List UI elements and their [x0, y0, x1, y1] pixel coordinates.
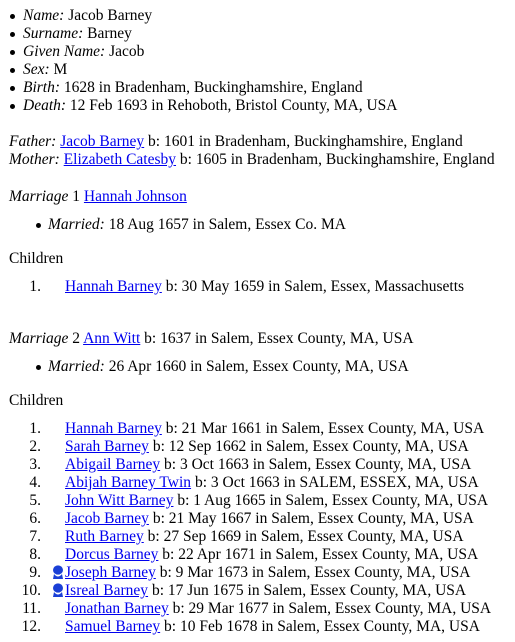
marriage-1-heading	[0, 188, 515, 206]
child-info: b: 21 May 1667 in Salem, Essex County, MA, USA	[152, 510, 474, 527]
child-number: 9.	[29, 564, 41, 581]
person-silhouette-icon[interactable]	[52, 565, 64, 579]
death-label: Death:	[23, 97, 67, 114]
child-number: 2.	[29, 438, 41, 455]
child-info: b: 27 Sep 1669 in Salem, Essex County, MA, USA	[147, 528, 464, 545]
child-link[interactable]: Hannah Barney	[65, 278, 162, 295]
child-row	[0, 510, 515, 528]
child-row	[0, 420, 515, 438]
child-row	[0, 492, 515, 510]
child-row	[0, 528, 515, 546]
person-silhouette-icon[interactable]	[52, 583, 64, 597]
child-info: b: 3 Oct 1663 in SALEM, ESSEX, MA, USA	[194, 474, 479, 491]
marriage-label: Marriage	[9, 188, 69, 205]
fact-married-2	[0, 358, 515, 376]
child-link[interactable]: Isreal Barney	[65, 582, 149, 599]
mother-info: b: 1605 in Bradenham, Buckinghamshire, England	[179, 151, 495, 168]
spouse-info-2: b: 1637 in Salem, Essex County, MA, USA	[144, 330, 414, 347]
married-value: 26 Apr 1660 in Salem, Essex County, MA, USA	[108, 358, 409, 375]
child-row	[0, 278, 515, 296]
child-row	[0, 564, 515, 582]
marriage-2-heading	[0, 330, 515, 348]
child-row	[0, 474, 515, 492]
children-heading-2: Children	[9, 392, 64, 409]
child-number: 3.	[29, 456, 41, 473]
children-heading-1: Children	[9, 250, 64, 267]
child-number: 11.	[22, 600, 41, 617]
child-row	[0, 600, 515, 618]
child-link[interactable]: Samuel Barney	[65, 618, 161, 635]
birth-value: 1628 in Bradenham, Buckinghamshire, England	[63, 79, 363, 96]
father-line	[0, 133, 515, 151]
child-number: 6.	[29, 510, 41, 527]
father-label: Father:	[9, 133, 57, 150]
fact-married-1	[0, 216, 515, 234]
mother-label: Mother:	[9, 151, 60, 168]
married-value: 18 Aug 1657 in Salem, Essex Co. MA	[108, 216, 346, 233]
child-info: b: 12 Sep 1662 in Salem, Essex County, MA, USA	[152, 438, 469, 455]
children-list-2	[0, 420, 515, 636]
marriage-1-facts	[0, 216, 515, 234]
child-link[interactable]: Joseph Barney	[65, 564, 156, 581]
name-label: Name:	[23, 7, 65, 24]
child-info: b: 3 Oct 1663 in Salem, Essex County, MA, USA	[164, 456, 472, 473]
child-link[interactable]: Abijah Barney Twin	[65, 474, 192, 491]
children-list-1	[0, 278, 515, 296]
name-value: Jacob Barney	[68, 7, 153, 24]
child-number: 1.	[29, 278, 41, 295]
child-info: b: 22 Apr 1671 in Salem, Essex County, MA, USA	[162, 546, 479, 563]
child-row	[0, 456, 515, 474]
sex-value: M	[53, 61, 68, 78]
child-number: 1.	[29, 420, 41, 437]
spouse-link-1[interactable]: Hannah Johnson	[83, 188, 187, 205]
child-link[interactable]: Jonathan Barney	[65, 600, 169, 617]
child-number: 5.	[29, 492, 41, 509]
fact-birth	[0, 79, 515, 97]
child-link[interactable]: Jacob Barney	[65, 510, 149, 527]
fact-name	[0, 7, 515, 25]
child-row	[0, 582, 515, 600]
child-row	[0, 618, 515, 636]
surname-label: Surname:	[23, 25, 84, 42]
child-info: b: 9 Mar 1673 in Salem, Essex County, MA, USA	[159, 564, 471, 581]
surname-value: Barney	[87, 25, 132, 42]
given-name-label: Given Name:	[23, 43, 106, 60]
birth-label: Birth:	[23, 79, 61, 96]
child-info: b: 30 May 1659 in Salem, Essex, Massachusetts	[165, 278, 465, 295]
marriage-label: Marriage	[9, 330, 69, 347]
fact-sex	[0, 61, 515, 79]
child-row	[0, 546, 515, 564]
child-link[interactable]: John Witt Barney	[65, 492, 174, 509]
child-number: 12.	[21, 618, 41, 635]
father-info: b: 1601 in Bradenham, Buckinghamshire, England	[148, 133, 463, 150]
child-row	[0, 438, 515, 456]
child-info: b: 29 Mar 1677 in Salem, Essex County, MA, USA	[172, 600, 492, 617]
sex-label: Sex:	[23, 61, 50, 78]
child-link[interactable]: Dorcus Barney	[65, 546, 159, 563]
marriage-number: 1	[72, 188, 81, 205]
child-link[interactable]: Ruth Barney	[65, 528, 144, 545]
child-link[interactable]: Abigail Barney	[65, 456, 161, 473]
child-number: 7.	[29, 528, 41, 545]
father-link[interactable]: Jacob Barney	[60, 133, 145, 150]
married-label: Married:	[48, 216, 105, 233]
child-number: 10.	[21, 582, 41, 599]
spouse-link-2[interactable]: Ann Witt	[83, 330, 141, 347]
fact-given-name	[0, 43, 515, 61]
child-link[interactable]: Sarah Barney	[65, 438, 149, 455]
child-info: b: 10 Feb 1678 in Salem, Essex County, MA, USA	[164, 618, 480, 635]
child-info: b: 17 Jun 1675 in Salem, Essex County, MA, USA	[151, 582, 467, 599]
person-facts	[0, 7, 515, 115]
given-name-value: Jacob	[109, 43, 145, 60]
fact-surname	[0, 25, 515, 43]
child-info: b: 1 Aug 1665 in Salem, Essex County, MA, USA	[177, 492, 489, 509]
child-link[interactable]: Hannah Barney	[65, 420, 162, 437]
mother-link[interactable]: Elizabeth Catesby	[63, 151, 177, 168]
death-value: 12 Feb 1693 in Rehoboth, Bristol County, MA, USA	[69, 97, 398, 114]
child-number: 4.	[29, 474, 41, 491]
mother-line	[0, 151, 515, 169]
marriage-number: 2	[72, 330, 81, 347]
child-number: 8.	[29, 546, 41, 563]
child-info: b: 21 Mar 1661 in Salem, Essex County, MA, USA	[165, 420, 485, 437]
fact-death	[0, 97, 515, 115]
marriage-2-facts	[0, 358, 515, 376]
married-label: Married:	[48, 358, 105, 375]
